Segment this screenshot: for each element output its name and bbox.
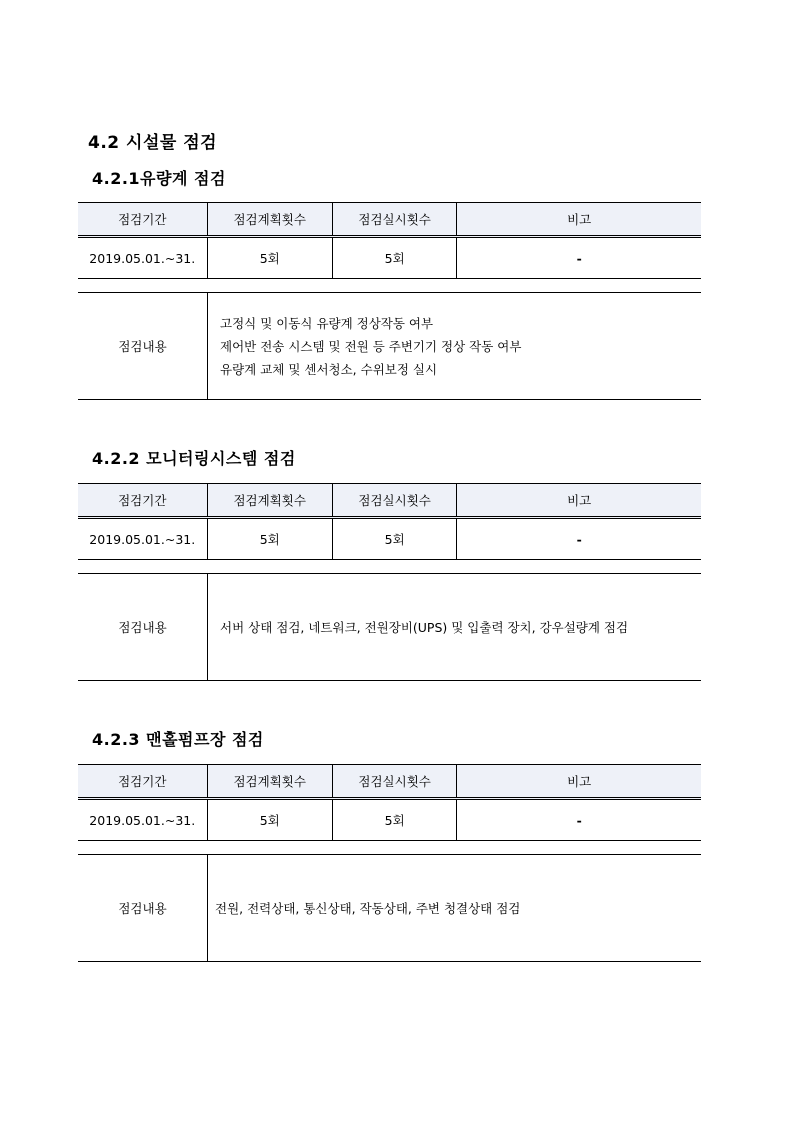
header-actual: 점검실시횟수 [332, 203, 456, 237]
content-text [208, 293, 702, 400]
content-text [208, 574, 702, 681]
cell-note: - [457, 237, 701, 279]
cell-actual: 5회 [332, 237, 456, 279]
header-note: 비고 [457, 765, 701, 799]
cell-period: 2019.05.01.~31. [78, 799, 207, 841]
header-period: 점검기간 [78, 765, 207, 799]
header-period: 점검기간 [78, 484, 207, 518]
content-text [208, 855, 702, 962]
schedule-table-flowmeter [78, 202, 701, 279]
section-title: 4.2 시설물 점검 [88, 133, 218, 153]
header-period: 점검기간 [78, 203, 207, 237]
header-actual: 점검실시횟수 [332, 484, 456, 518]
content-line: 제어반 전송 시스템 및 전원 등 주변기기 정상 작동 여부 [220, 338, 522, 354]
header-planned: 점검계획횟수 [207, 484, 332, 518]
content-line: 서버 상태 점검, 네트워크, 전원장비(UPS) 및 입출력 장치, 강우설량계 점검 [220, 619, 629, 635]
cell-planned: 5회 [207, 799, 332, 841]
content-label: 점검내용 [78, 293, 208, 400]
cell-actual: 5회 [332, 518, 456, 560]
content-line: 고정식 및 이동식 유량계 정상작동 여부 [220, 315, 434, 331]
header-planned: 점검계획횟수 [207, 765, 332, 799]
content-label: 점검내용 [78, 855, 208, 962]
cell-planned: 5회 [207, 237, 332, 279]
content-line: 유량계 교체 및 센서청소, 수위보정 실시 [220, 361, 438, 377]
content-table-flowmeter [78, 292, 701, 400]
header-note: 비고 [457, 484, 701, 518]
cell-period: 2019.05.01.~31. [78, 518, 207, 560]
cell-note: - [457, 799, 701, 841]
cell-period: 2019.05.01.~31. [78, 237, 207, 279]
cell-note: - [457, 518, 701, 560]
subsection-title-flowmeter: 4.2.1유량계 점검 [92, 169, 226, 188]
schedule-table-pump-station [78, 764, 701, 841]
content-line: 전원, 전력상태, 통신상태, 작동상태, 주변 청결상태 점검 [215, 900, 521, 916]
subsection-title-monitoring: 4.2.2 모니터링시스템 점검 [92, 449, 296, 468]
content-label: 점검내용 [78, 574, 208, 681]
cell-actual: 5회 [332, 799, 456, 841]
schedule-table-monitoring [78, 483, 701, 560]
header-note: 비고 [457, 203, 701, 237]
header-actual: 점검실시횟수 [332, 765, 456, 799]
header-planned: 점검계획횟수 [207, 203, 332, 237]
cell-planned: 5회 [207, 518, 332, 560]
content-table-monitoring [78, 573, 701, 681]
content-table-pump-station [78, 854, 701, 962]
subsection-title-pump-station: 4.2.3 맨홀펌프장 점검 [92, 730, 264, 749]
